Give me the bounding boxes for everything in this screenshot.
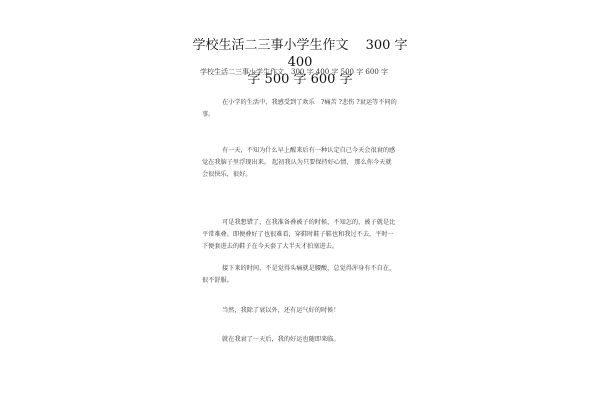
paragraph-3: 可是我想错了，在我准备叠被子的时候，不知怎的，被子就是比平常难叠。即便叠好了也很难看，穿鞋时鞋子鞋也和我过不去，平时一下便套进去的鞋子在今天套了大半天才拍塞进去。 [202,219,396,250]
title-line-1: 学校生活二三事小学生作文 300 字 400 [192,38,408,70]
paragraph-1: 在小学的生活中，我感受到了欢乐 ?痛苦 ?悲伤 ?衰运等不同的事。 [202,99,397,118]
paragraph-2: 有一天，不知为什么早上醒来后有一种认定自己今天会很衰的感觉在我脑子里浮现出来。 起初我认为只要保持好心情， 那么你今天就会很快乐，很好。 [202,147,396,178]
paragraph-5: 当然，我除了衰以外，还有运气好的时候！ [222,307,340,314]
paragraph-6: 就在我衰了一天后，我的好运也随即来临。 [222,336,340,343]
paragraph-4: 接下来的时间，不是觉得头痛就是腰酸，总觉得浑身有不自在，很不舒服。 [202,265,396,284]
document-title [190,37,410,88]
document-subtitle: 学校生活二三事小学生作文 300 字 400 字 500 字 600 字 [200,68,389,76]
title-line-2: 字 500 字 600 字 [247,72,353,87]
